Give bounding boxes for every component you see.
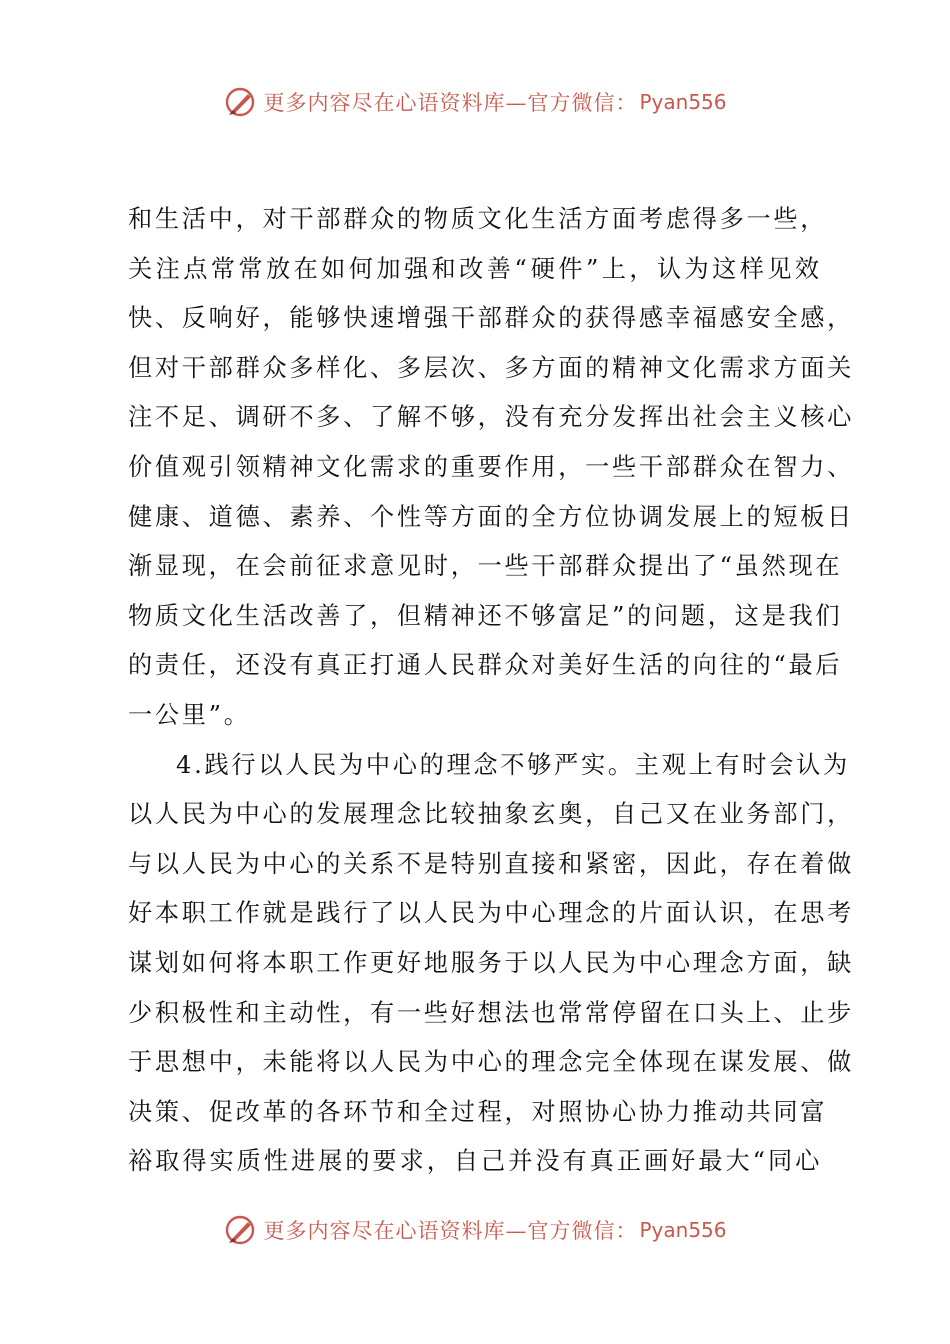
body-line: 于 思 想 中 ， 未 能 将 以 人 民 为 中 心 的 理 念 完 全 体 现 在 谋 发 展 、 做 [128, 1048, 855, 1077]
body-line: 谋 划 如 何 将 本 职 工 作 更 好 地 服 务 于 以 人 民 为 中 心 理 念 方 面 ， 缺 [128, 948, 855, 977]
body-line: 快 、 反 响 好 ， 能 够 快 速 增 强 干 部 群 众 的 获 得 感 幸 福 感 安 全 感 ， [128, 304, 855, 333]
body-line: 但 对 干 部 群 众 多 样 化 、 多 层 次 、 多 方 面 的 精 神 文 化 需 求 方 面 关 [128, 353, 855, 382]
body-line: 少 积 极 性 和 主 动 性 ， 有 一 些 好 想 法 也 常 常 停 留 在 口 头 上 、 止 步 [128, 998, 855, 1027]
document-body [128, 195, 855, 1187]
body-line: 注 不 足 、 调 研 不 多 、 了 解 不 够 ， 没 有 充 分 发 挥 出 社 会 主 义 核 心 [128, 403, 855, 432]
body-line: 渐 显 现 ， 在 会 前 征 求 意 见 时 ， 一 些 干 部 群 众 提 出 了 “ 虽 然 现 在 [128, 552, 843, 581]
header-wechat-id: Pyan556 [639, 90, 727, 114]
body-line: 物 质 文 化 生 活 改 善 了 ， 但 精 神 还 不 够 富 足 ” 的 问 题 ， 这 是 我 们 [128, 601, 843, 630]
body-line: 与 以 人 民 为 中 心 的 关 系 不 是 特 别 直 接 和 紧 密 ， 因 此 ， 存 在 着 做 [128, 849, 855, 878]
header-slogan: 更多内容尽在心语资料库—官方微信： [263, 91, 638, 115]
pen-logo-icon [223, 85, 257, 119]
footer-slogan: 更多内容尽在心语资料库—官方微信： [263, 1219, 638, 1243]
footer-wechat-id: Pyan556 [639, 1218, 727, 1242]
body-line: 4 . 践 行 以 人 民 为 中 心 的 理 念 不 够 严 实 。 主 观 上 有 时 会 认 为 [176, 750, 850, 779]
pen-logo-icon [223, 1213, 257, 1247]
body-line: 关 注 点 常 常 放 在 如 何 加 强 和 改 善 “ 硬 件 ” 上 ， 认 为 这 样 见 效 [128, 254, 822, 283]
body-line: 好 本 职 工 作 就 是 践 行 了 以 人 民 为 中 心 理 念 的 片 面 认 识 ， 在 思 考 [128, 899, 855, 928]
body-line: 裕 取 得 实 质 性 进 展 的 要 求 ， 自 己 并 没 有 真 正 画 好 最 大 “ 同 心 [128, 1147, 822, 1176]
body-line: 决 策 、 促 改 革 的 各 环 节 和 全 过 程 ， 对 照 协 心 协 力 推 动 共 同 富 [128, 1097, 828, 1126]
body-line: 价 值 观 引 领 精 神 文 化 需 求 的 重 要 作 用 ， 一 些 干 部 群 众 在 智 力 、 [128, 452, 855, 481]
body-line: 的 责 任 ， 还 没 有 真 正 打 通 人 民 群 众 对 美 好 生 活 的 向 往 的 “ 最 后 [128, 651, 843, 680]
body-line: 一公里”。 [128, 700, 251, 729]
body-line: 和 生 活 中 ， 对 干 部 群 众 的 物 质 文 化 生 活 方 面 考 虑 得 多 一 些 ， [128, 205, 828, 233]
body-line: 健 康 、 道 德 、 素 养 、 个 性 等 方 面 的 全 方 位 协 调 发 展 上 的 短 板 日 [128, 502, 855, 531]
header-banner [0, 82, 950, 122]
body-line: 以 人 民 为 中 心 的 发 展 理 念 比 较 抽 象 玄 奥 ， 自 己 又 在 业 务 部 门 ， [128, 800, 855, 829]
footer-banner [0, 1210, 950, 1250]
